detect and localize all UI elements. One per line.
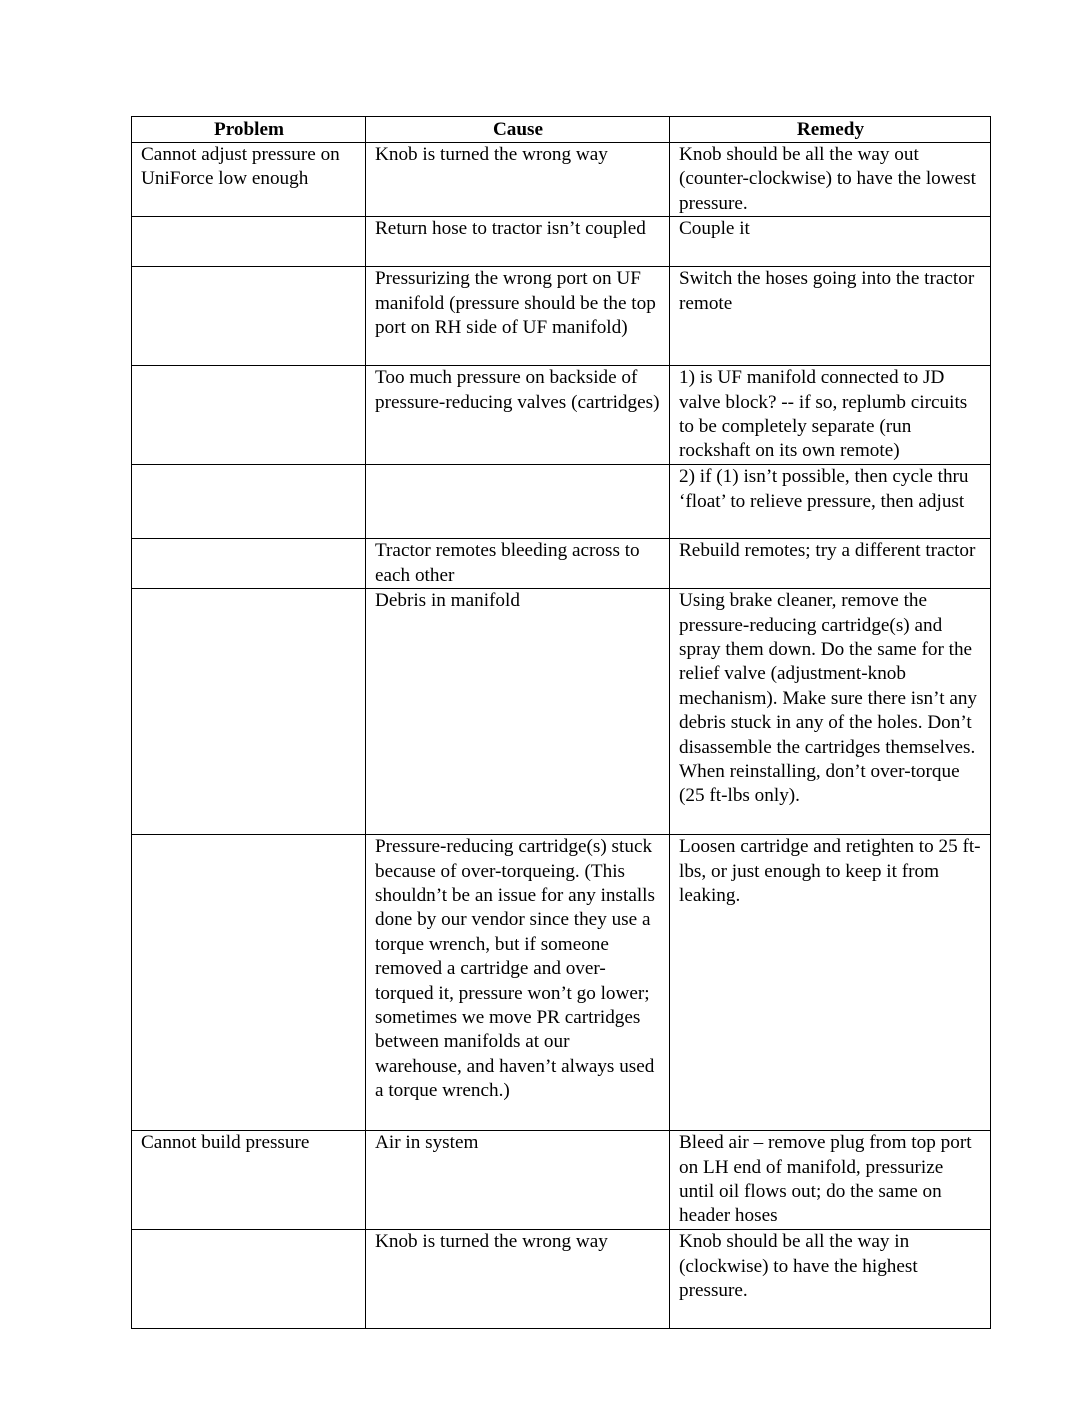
cell-cause: Debris in manifold [366,589,670,835]
cell-problem [132,217,366,267]
table-row [132,267,991,366]
cell-problem [132,835,366,1131]
cell-cause [366,465,670,539]
cell-problem [132,465,366,539]
header-problem: Problem [132,117,366,143]
table-row [132,465,991,539]
table-row [132,835,991,1131]
table-body [132,143,991,1329]
cell-problem: Cannot build pressure [132,1131,366,1230]
cell-remedy: Bleed air – remove plug from top port on LH end of manifold, pressurize until oil flows out; do the same on header hoses [670,1131,991,1230]
header-row [132,117,991,143]
table-row [132,1230,991,1329]
cell-cause: Air in system [366,1131,670,1230]
cell-remedy: Couple it [670,217,991,267]
cell-remedy: 2) if (1) isn’t possible, then cycle thru ‘float’ to relieve pressure, then adjust [670,465,991,539]
table-row [132,539,991,589]
cell-cause: Tractor remotes bleeding across to each other [366,539,670,589]
cell-problem [132,267,366,366]
cell-remedy: Using brake cleaner, remove the pressure-reducing cartridge(s) and spray them down. Do the same for the relief valve (adjustment-knob mechanism). Make sure there isn’t any debris stuck in any of the holes. Don’t disassemble the cartridges themselves. When reinstalling, don’t over-torque (25 ft-lbs only). [670,589,991,835]
header-remedy: Remedy [670,117,991,143]
table-row [132,1131,991,1230]
cell-cause: Pressurizing the wrong port on UF manifold (pressure should be the top port on RH side of UF manifold) [366,267,670,366]
cell-remedy: Switch the hoses going into the tractor remote [670,267,991,366]
cell-problem [132,1230,366,1329]
table-row [132,366,991,465]
cell-remedy: Knob should be all the way in (clockwise) to have the highest pressure. [670,1230,991,1329]
cell-problem [132,589,366,835]
cell-problem [132,539,366,589]
cell-problem: Cannot adjust pressure on UniForce low enough [132,143,366,217]
cell-cause: Knob is turned the wrong way [366,143,670,217]
cell-remedy: Rebuild remotes; try a different tractor [670,539,991,589]
cell-remedy: Loosen cartridge and retighten to 25 ft-lbs, or just enough to keep it from leaking. [670,835,991,1131]
cell-cause: Too much pressure on backside of pressure-reducing valves (cartridges) [366,366,670,465]
cell-cause: Knob is turned the wrong way [366,1230,670,1329]
cell-remedy: Knob should be all the way out (counter-clockwise) to have the lowest pressure. [670,143,991,217]
table-row [132,143,991,217]
table-row [132,589,991,835]
troubleshooting-table [131,116,991,1329]
cell-cause: Return hose to tractor isn’t coupled [366,217,670,267]
cell-problem [132,366,366,465]
cell-cause: Pressure-reducing cartridge(s) stuck because of over-torqueing. (This shouldn’t be an issue for any installs done by our vendor since they use a torque wrench, but if someone removed a cartridge and over-torqued it, pressure won’t go lower; sometimes we move PR cartridges between manifolds at our warehouse, and haven’t always used a torque wrench.) [366,835,670,1131]
header-cause: Cause [366,117,670,143]
table-row [132,217,991,267]
cell-remedy: 1) is UF manifold connected to JD valve block? -- if so, replumb circuits to be completely separate (run rockshaft on its own remote) [670,366,991,465]
